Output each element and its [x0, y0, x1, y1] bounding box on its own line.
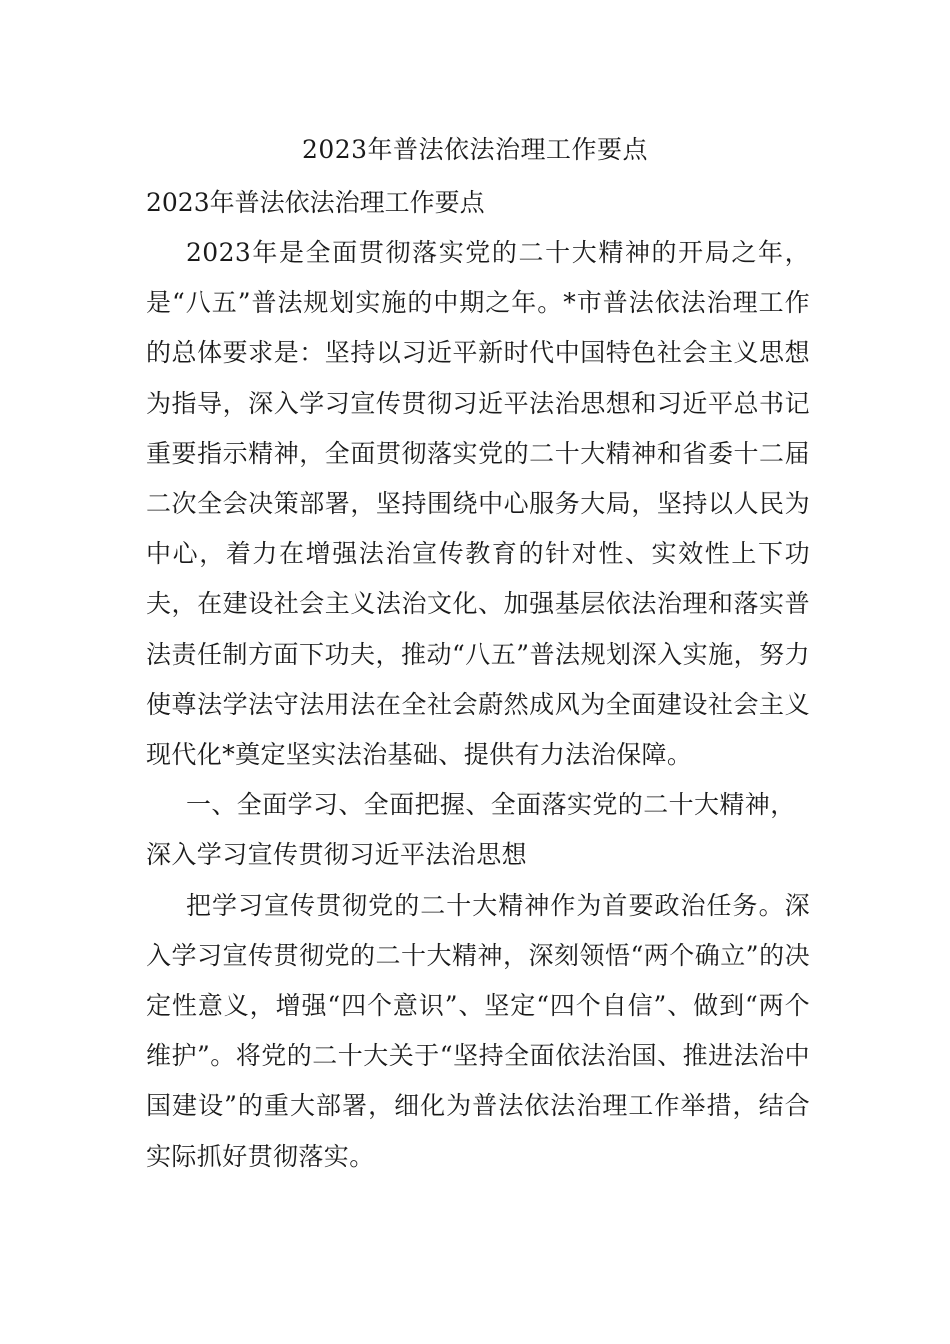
document-body [146, 178, 810, 1182]
intro-paragraph: 2023年是全面贯彻落实党的二十大精神的开局之年，是“八五”普法规划实施的中期之年。*市普法依法治理工作的总体要求是：坚持以习近平新时代中国特色社会主义思想为指导，深入学习宣传贯彻习近平法治思想和习近平总书记重要指示精神，全面贯彻落实党的二十大精神和省委十二届二次全会决策部署，坚持围绕中心服务大局，坚持以人民为中心，着力在增强法治宣传教育的针对性、实效性上下功夫，在建设社会主义法治文化、加强基层依法治理和落实普法责任制方面下功夫，推动“八五”普法规划深入实施，努力使尊法学法守法用法在全社会蔚然成风为全面建设社会主义现代化*奠定坚实法治基础、提供有力法治保障。 [146, 238, 810, 770]
section-1-paragraph: 把学习宣传贯彻党的二十大精神作为首要政治任务。深入学习宣传贯彻党的二十大精神，深刻领悟“两个确立”的决定性意义，增强“四个意识”、坚定“四个自信”、做到“两个维护”。将党的二十大关于“坚持全面依法治国、推进法治中国建设”的重大部署，细化为普法依法治理工作举措，结合实际抓好贯彻落实。 [146, 890, 810, 1171]
document-title: 2023年普法依法治理工作要点 [301, 135, 649, 164]
document-subtitle: 2023年普法依法治理工作要点 [146, 188, 485, 217]
section-1-heading: 一、全面学习、全面把握、全面落实党的二十大精神，深入学习宣传贯彻习近平法治思想 [146, 790, 796, 870]
